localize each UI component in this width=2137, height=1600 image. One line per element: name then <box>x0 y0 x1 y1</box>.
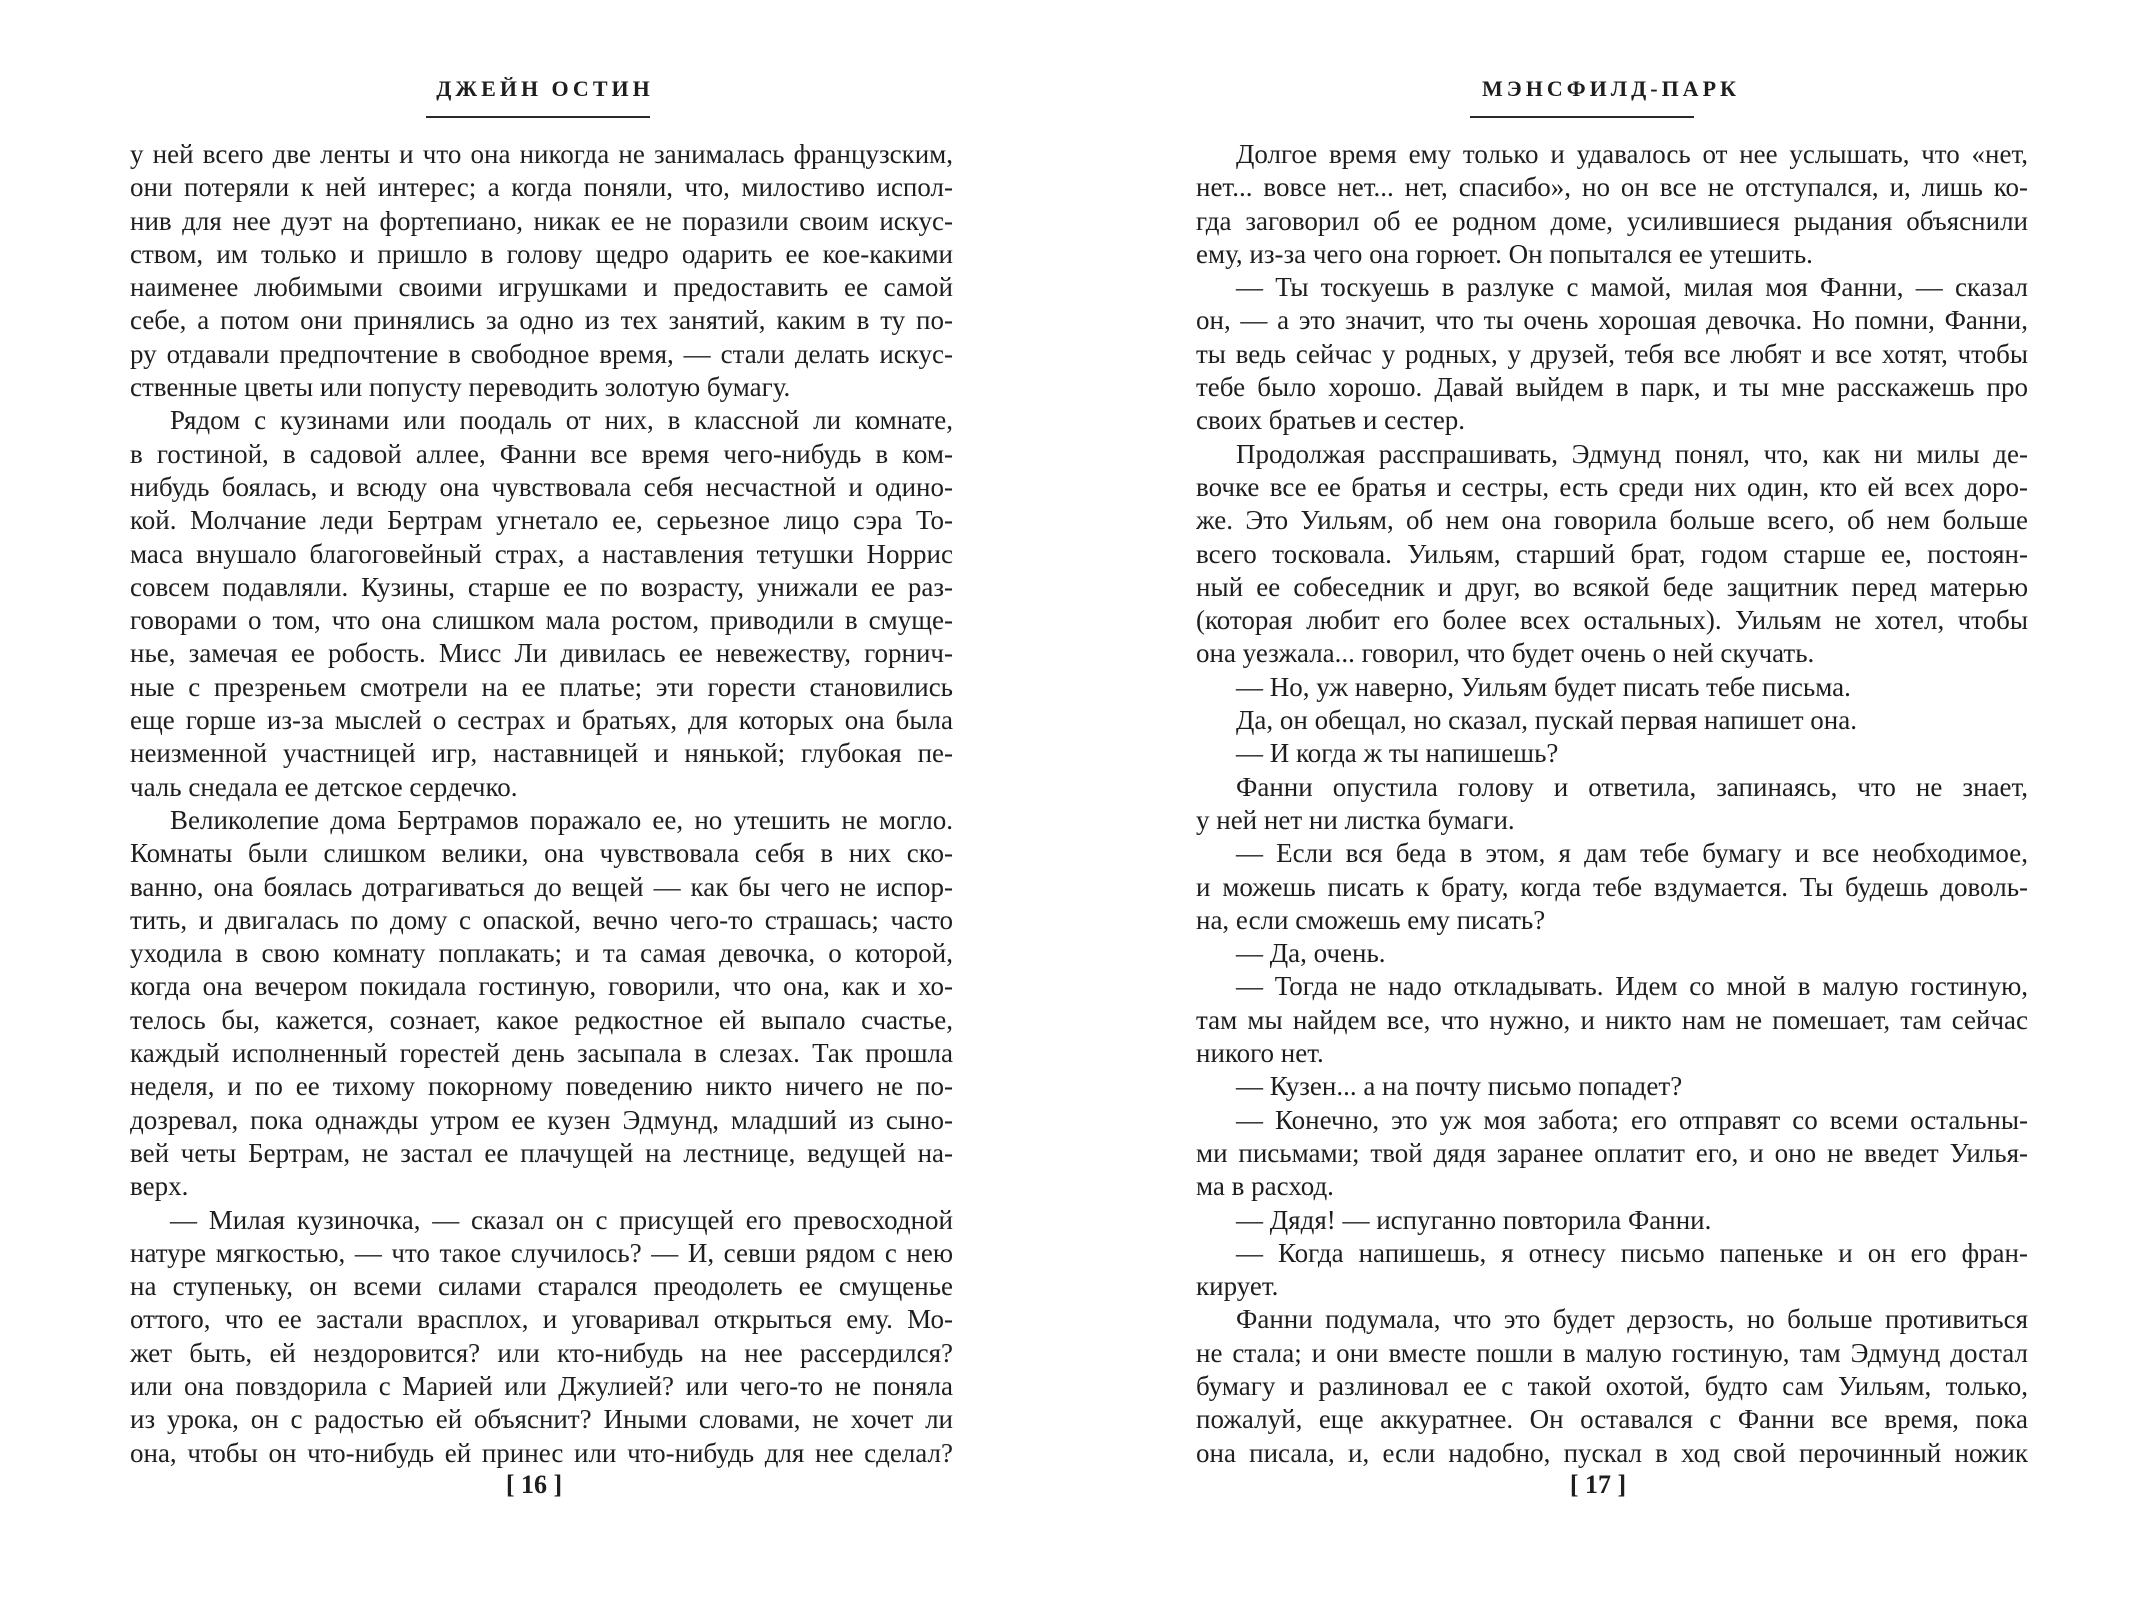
text-line: ми письмами; твой дядя заранее оплатит его, и оно не введет Уилья- <box>1196 1137 2028 1168</box>
text-line: жет быть, ей нездоровится? или кто-нибудь на нее рассердился? <box>130 1337 953 1368</box>
text-line: она уезжала... говорил, что будет очень о ней скучать. <box>1196 638 1815 669</box>
text-line: бумагу и разлиновал ее с такой охотой, будто сам Уильям, только, <box>1196 1370 2028 1401</box>
text-line: всего тосковала. Уильям, старший брат, годом старше ее, постоян- <box>1196 538 2028 569</box>
body-text <box>1196 138 2028 1470</box>
text-line: тебе было хорошо. Давай выйдем в парк, и ты мне расскажешь про <box>1196 372 2028 403</box>
text-line: — Да, очень. <box>1236 938 1386 969</box>
header-rule <box>1470 116 1694 118</box>
page-number: [ 16 ] <box>505 1470 563 1499</box>
text-line: нив для нее дуэт на фортепиано, никак ее не поразили своим искус- <box>130 205 953 236</box>
text-line: когда она вечером покидала гостиную, говорили, что она, как и хо- <box>130 971 953 1002</box>
text-line: — Тогда не надо откладывать. Идем со мной в малую гостиную, <box>1236 971 2028 1002</box>
text-line: дозревал, пока однажды утром ее кузен Эдмунд, младший из сыно- <box>130 1104 953 1135</box>
text-line: — Милая кузиночка, — сказал он с присущей его превосходной <box>170 1204 953 1235</box>
text-line: вочке все ее братья и сестры, есть среди них один, кто ей всех доро- <box>1196 471 2028 502</box>
text-line: кой. Молчание леди Бертрам угнетало ее, серьезное лицо сэра То- <box>130 505 953 536</box>
text-line: же. Это Уильям, об нем она говорила больше всего, об нем больше <box>1196 505 2028 536</box>
text-line: (которая любит его более всех остальных). Уильям не хотел, чтобы <box>1196 605 2028 636</box>
text-line: ему, из-за чего она горюет. Он попытался ее утешить. <box>1196 238 1813 269</box>
text-line: еще горше из-за мыслей о сестрах и братьях, для которых она была <box>130 705 953 736</box>
text-line: из урока, он с радостью ей объяснит? Иными словами, не хочет ли <box>130 1404 953 1435</box>
text-line: Рядом с кузинами или поодаль от них, в классной ли комнате, <box>170 405 953 436</box>
text-line: чаль снедала ее детское сердечко. <box>130 771 518 802</box>
text-line: своих братьев и сестер. <box>1196 405 1466 436</box>
text-line: Долгое время ему только и удавалось от нее услышать, что «нет, <box>1236 139 2028 169</box>
text-line: у ней нет ни листка бумаги. <box>1196 804 1515 835</box>
text-line: — Дядя! — испуганно повторила Фанни. <box>1236 1204 1712 1235</box>
running-head-author: ДЖЕЙН ОСТИН <box>436 76 654 101</box>
text-line: — Но, уж наверно, Уильям будет писать тебе письма. <box>1236 671 1851 702</box>
text-line: нибудь боялась, и всюду она чувствовала себя несчастной и одино- <box>130 471 953 502</box>
text-line: — Кузен... а на почту письмо попадет? <box>1236 1071 1683 1102</box>
text-line: или она повздорила с Марией или Джулией? или чего-то не поняла <box>130 1370 953 1401</box>
text-line: неизменной участницей игр, наставницей и нянькой; глубокая пе- <box>130 738 953 769</box>
text-line: уходила в свою комнату поплакать; и та самая девочка, о которой, <box>130 938 953 969</box>
running-head-title: МЭНСФИЛД-ПАРК <box>1482 76 1740 101</box>
text-line: Фанни опустила голову и ответила, запинаясь, что не знает, <box>1236 771 2028 802</box>
text-line: совсем подавляли. Кузины, старше ее по возрасту, унижали ее раз- <box>130 571 953 602</box>
text-line: не стала; и они вместе пошли в малую гостиную, там Эдмунд достал <box>1196 1337 2028 1368</box>
left-page <box>0 0 1068 1600</box>
text-line: ма в расход. <box>1196 1171 1334 1202</box>
header-rule <box>426 116 650 118</box>
text-line: ные с презреньем смотрели на ее платье; эти горести становились <box>130 671 953 702</box>
text-line: ты ведь сейчас у родных, у друзей, тебя все любят и все хотят, чтобы <box>1196 338 2028 369</box>
text-line: — Если вся беда в этом, я дам тебе бумагу и все необходимое, <box>1236 838 2028 869</box>
text-line: — Ты тоскуешь в разлуке с мамой, милая моя Фанни, — сказал <box>1236 272 2028 303</box>
text-line: говорами о том, что она слишком мала ростом, приводили в смуще- <box>130 605 953 636</box>
text-line: ственные цветы или попусту переводить золотую бумагу. <box>130 372 791 403</box>
text-line: — Конечно, это уж моя забота; его отправят со всеми остальны- <box>1236 1104 2028 1135</box>
text-line: там мы найдем все, что нужно, и никто нам не помешает, там сейчас <box>1196 1004 2028 1035</box>
body-text <box>130 138 953 1470</box>
text-line: ру отдавали предпочтение в свободное время, — стали делать искус- <box>130 338 953 369</box>
text-line: в гостиной, в садовой аллее, Фанни все время чего-нибудь в ком- <box>130 438 953 469</box>
text-line: он, — а это значит, что ты очень хорошая девочка. Но помни, Фанни, <box>1196 305 2028 336</box>
text-line: — И когда ж ты напишешь? <box>1236 738 1559 769</box>
text-line: ством, им только и пришло в голову щедро одарить ее кое-какими <box>130 238 953 269</box>
text-line: на, если сможешь ему писать? <box>1196 904 1546 935</box>
text-line: нет... вовсе нет... нет, спасибо», но он все не отступался, и, лишь ко- <box>1196 172 2028 203</box>
text-line: они потеряли к ней интерес; а когда поняли, что, милостиво испол- <box>130 172 953 203</box>
text-line: Продолжая расспрашивать, Эдмунд понял, что, как ни милы де- <box>1236 438 2028 469</box>
text-line: верх. <box>130 1171 189 1202</box>
text-line: ванно, она боялась дотрагиваться до вещей — как бы чего не испор- <box>130 871 953 902</box>
text-line: гда заговорил об ее родном доме, усилившиеся рыдания объяснили <box>1196 205 2028 236</box>
text-line: пожалуй, еще аккуратнее. Он оставался с Фанни все время, пока <box>1196 1404 2028 1435</box>
text-line: у ней всего две ленты и что она никогда не занималась французским, <box>130 139 953 169</box>
text-line: телось бы, кажется, сознает, какое редкостное ей выпало счастье, <box>130 1004 953 1035</box>
right-page <box>1068 0 2137 1600</box>
text-line: оттого, что ее застали врасплох, и уговаривал открыться ему. Мо- <box>130 1304 953 1335</box>
text-line: Великолепие дома Бертрамов поражало ее, но утешить не могло. <box>170 804 953 835</box>
page-number: [ 17 ] <box>1569 1470 1627 1499</box>
text-line: на ступеньку, он всеми силами старался преодолеть ее смущенье <box>130 1271 953 1302</box>
text-line: она писала, и, если надобно, пускал в ход свой перочинный ножик <box>1196 1437 2028 1468</box>
text-line: каждый исполненный горестей день засыпала в слезах. Так прошла <box>130 1038 953 1069</box>
text-line: она, чтобы он что-нибудь ей принес или что-нибудь для нее сделал? <box>130 1437 953 1468</box>
text-line: Комнаты были слишком велики, она чувствовала себя в них ско- <box>130 838 953 869</box>
text-line: ный ее собеседник и друг, во всякой беде защитник перед матерью <box>1196 571 2028 602</box>
text-line: тить, и двигалась по дому с опаской, вечно чего-то страшась; часто <box>130 904 953 935</box>
text-line: кирует. <box>1196 1271 1279 1302</box>
text-line: вей четы Бертрам, не застал ее плачущей на лестнице, ведущей на- <box>130 1137 953 1168</box>
text-line: наименее любимыми своими игрушками и предоставить ее самой <box>130 272 953 303</box>
text-line: натуре мягкостью, — что такое случилось? — И, севши рядом с нею <box>130 1237 953 1268</box>
text-line: неделя, и по ее тихому покорному поведению никто ничего не по- <box>130 1071 953 1102</box>
text-line: — Когда напишешь, я отнесу письмо папеньке и он его фран- <box>1236 1237 2028 1268</box>
text-line: себе, а потом они принялись за одно из тех занятий, каким в ту по- <box>130 305 953 336</box>
text-line: Да, он обещал, но сказал, пускай первая напишет она. <box>1236 705 1857 736</box>
text-line: Фанни подумала, что это будет дерзость, но больше противиться <box>1236 1304 2028 1335</box>
text-line: нье, замечая ее робость. Мисс Ли дивилась ее невежеству, горнич- <box>130 638 953 669</box>
text-line: маса внушало благоговейный страх, а наставления тетушки Норрис <box>130 538 953 569</box>
text-line: никого нет. <box>1196 1038 1324 1069</box>
text-line: и можешь писать к брату, когда тебе вздумается. Ты будешь доволь- <box>1196 871 2028 902</box>
